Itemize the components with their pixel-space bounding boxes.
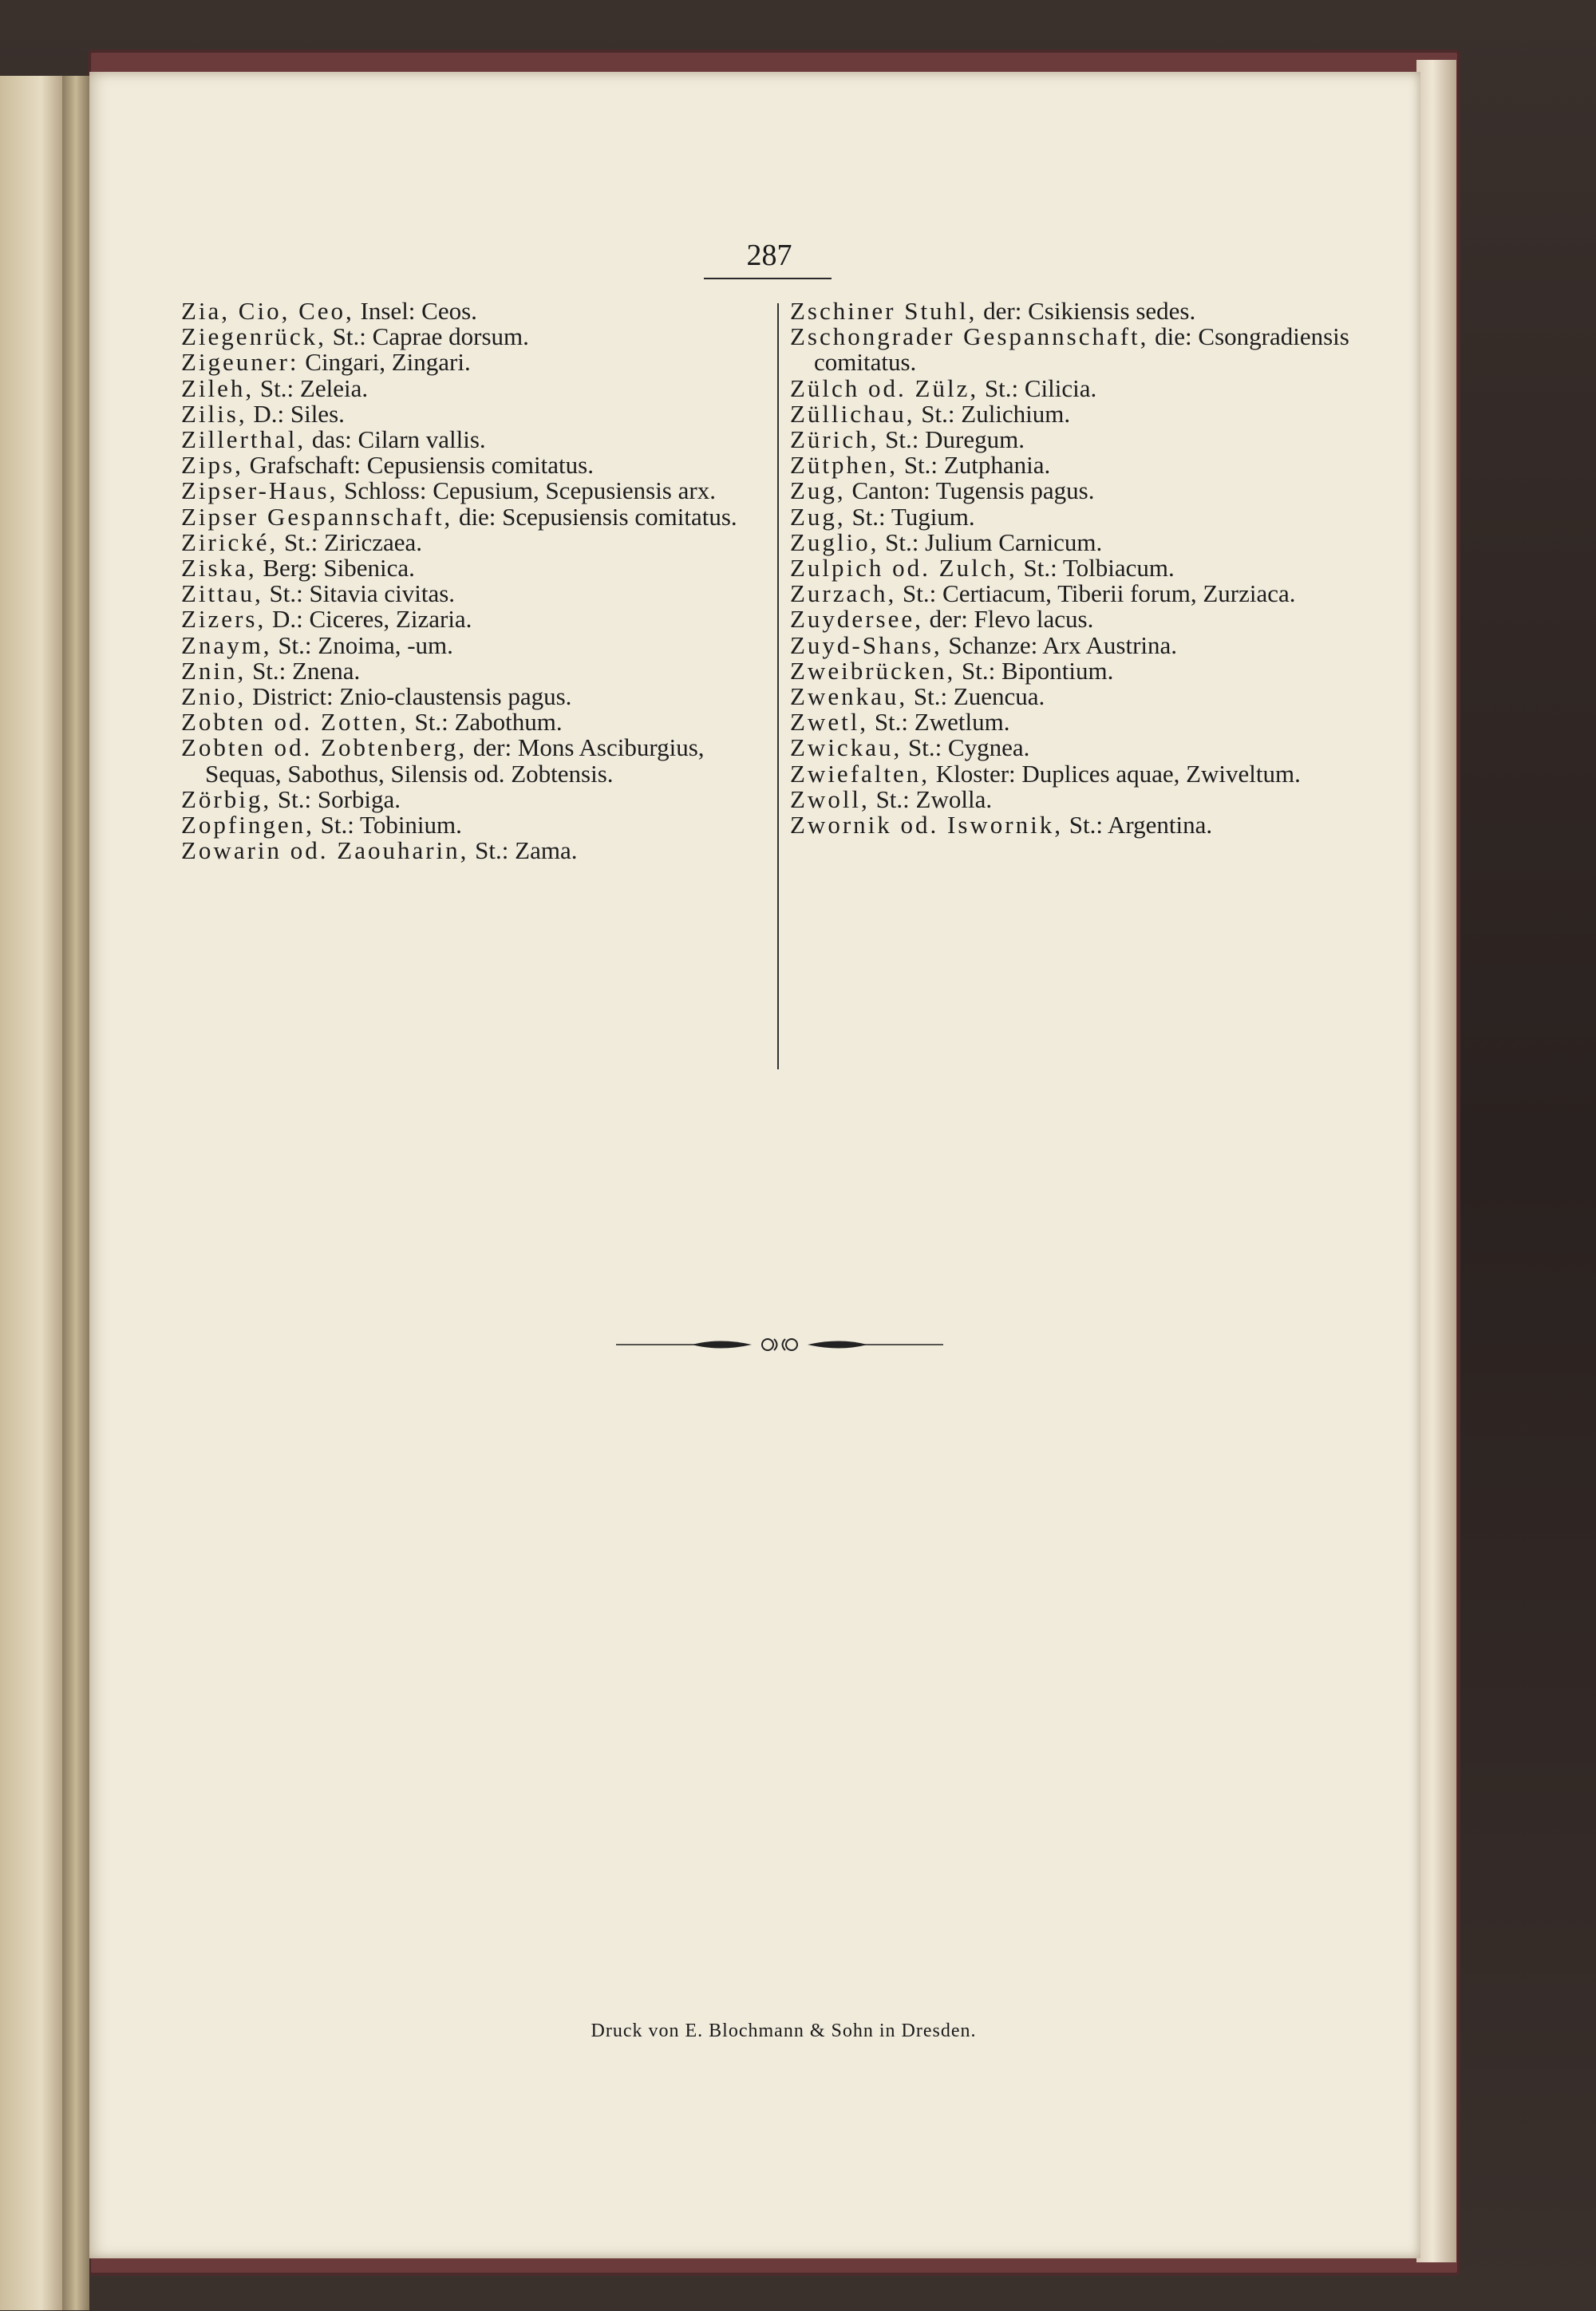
entry-translation: St.: Zwetlum. bbox=[868, 708, 1010, 737]
entry-headword: Zileh, bbox=[181, 373, 255, 402]
entry-translation: Canton: Tugensis pagus. bbox=[845, 476, 1095, 505]
page-number: 287 bbox=[746, 239, 792, 272]
printer-colophon: Druck von E. Blochmann & Sohn in Dresden. bbox=[591, 2021, 977, 2041]
index-entry bbox=[181, 581, 772, 606]
entry-headword: Zillerthal, bbox=[181, 425, 306, 454]
index-entry bbox=[790, 504, 1381, 530]
entry-headword: Zwiefalten, bbox=[790, 759, 930, 788]
entry-headword: Zütphen, bbox=[790, 451, 899, 480]
index-entry bbox=[790, 606, 1381, 632]
entry-translation: District: Znio-claustensis pagus. bbox=[246, 682, 572, 711]
index-entry bbox=[790, 709, 1381, 735]
index-entry bbox=[790, 784, 1381, 813]
index-entry bbox=[790, 527, 1381, 556]
index-entry bbox=[181, 735, 772, 786]
entry-translation: die: Scepusiensis comitatus. bbox=[452, 502, 737, 531]
index-entry bbox=[790, 684, 1381, 709]
entry-headword: Zigeuner: bbox=[181, 348, 299, 377]
column-divider bbox=[777, 303, 779, 1069]
entry-headword: Zweibrücken, bbox=[790, 656, 956, 685]
entry-translation: St.: Znoima, -um. bbox=[271, 630, 453, 659]
page-number-rule bbox=[704, 278, 832, 279]
entry-headword: Zipser-Haus, bbox=[181, 476, 338, 505]
right-column bbox=[790, 298, 1381, 838]
entry-translation: St.: Zutphania. bbox=[898, 451, 1051, 480]
entry-translation: St.: Tobinium. bbox=[314, 811, 462, 839]
entry-headword: Zizers, bbox=[181, 605, 267, 634]
index-entry bbox=[790, 427, 1381, 452]
entry-headword: Zwetl, bbox=[790, 708, 869, 737]
entry-headword: Zuglio, bbox=[790, 527, 879, 556]
index-entry bbox=[181, 298, 772, 324]
entry-headword: Züllichau, bbox=[790, 399, 915, 428]
entry-headword: Zörbig, bbox=[181, 784, 272, 813]
index-entry bbox=[790, 630, 1381, 659]
index-entry bbox=[181, 324, 772, 350]
entry-translation: St.: Sitavia civitas. bbox=[263, 579, 456, 608]
entry-translation: St.: Tolbiacum. bbox=[1017, 554, 1175, 583]
entry-headword: Zwoll, bbox=[790, 784, 870, 813]
entry-translation: St.: Zabothum. bbox=[408, 708, 563, 737]
entry-translation: St.: Julium Carnicum. bbox=[879, 527, 1103, 556]
entry-headword: Zilis, bbox=[181, 399, 247, 428]
index-entry bbox=[181, 452, 772, 478]
entry-headword: Zia, Cio, Ceo, bbox=[181, 297, 354, 325]
entry-translation: St.: Duregum. bbox=[879, 425, 1025, 454]
index-entry bbox=[790, 373, 1381, 402]
entry-translation: St.: Cygnea. bbox=[902, 733, 1030, 762]
entry-translation: D.: Ciceres, Zizaria. bbox=[266, 605, 472, 634]
entry-headword: Zowarin od. Zaouharin, bbox=[181, 836, 469, 865]
entry-headword: Znio, bbox=[181, 682, 247, 711]
index-entry bbox=[790, 478, 1381, 504]
entry-headword: Zug, bbox=[790, 502, 846, 531]
index-entry bbox=[181, 478, 772, 504]
entry-translation: St.: Bipontium. bbox=[955, 656, 1114, 685]
book-gutter bbox=[62, 76, 89, 2310]
entry-translation: D.: Siles. bbox=[247, 399, 345, 428]
entry-translation: St.: Znena. bbox=[246, 656, 361, 685]
entry-headword: Zug, bbox=[790, 476, 846, 505]
index-entry bbox=[790, 761, 1381, 787]
entry-translation: St.: Zama. bbox=[468, 836, 578, 865]
entry-translation: der: Mons Asciburgius, Sequas, Sabothus, Silensis od. Zobtensis. bbox=[205, 733, 705, 788]
index-entry bbox=[181, 606, 772, 632]
entry-translation: Grafschaft: Cepusiensis comitatus. bbox=[243, 451, 594, 480]
book-page bbox=[89, 72, 1420, 2258]
index-entry bbox=[790, 555, 1381, 581]
entry-headword: Zurzach, bbox=[790, 579, 897, 608]
entry-headword: Zwickau, bbox=[790, 733, 903, 762]
index-entry bbox=[790, 658, 1381, 684]
entry-translation: St.: Zuencua. bbox=[907, 682, 1045, 711]
entry-translation: der: Csikiensis sedes. bbox=[977, 297, 1196, 325]
index-entry bbox=[790, 298, 1381, 324]
index-entry bbox=[181, 812, 772, 838]
index-entry bbox=[181, 527, 772, 556]
entry-translation: St.: Ziriczaea. bbox=[278, 527, 423, 556]
entry-translation: Schloss: Cepusium, Scepusiensis arx. bbox=[338, 476, 716, 505]
entry-headword: Zschiner Stuhl, bbox=[790, 297, 978, 325]
end-ornament bbox=[616, 1333, 943, 1357]
entry-translation: St.: Cilicia. bbox=[978, 373, 1097, 402]
entry-translation: St.: Tugium. bbox=[845, 502, 975, 531]
index-entry bbox=[181, 401, 772, 427]
index-entry bbox=[181, 350, 772, 375]
entry-headword: Ziska, bbox=[181, 554, 257, 583]
entry-headword: Zittau, bbox=[181, 579, 263, 608]
entry-headword: Zobten od. Zotten, bbox=[181, 708, 409, 737]
index-entry bbox=[181, 373, 772, 402]
entry-translation: Insel: Ceos. bbox=[354, 297, 477, 325]
index-entry bbox=[790, 324, 1381, 375]
index-entry bbox=[181, 709, 772, 735]
facing-page-edge bbox=[0, 76, 69, 2310]
entry-headword: Znaym, bbox=[181, 630, 272, 659]
entry-headword: Zürich, bbox=[790, 425, 879, 454]
entry-headword: Znin, bbox=[181, 656, 247, 685]
entry-headword: Zirické, bbox=[181, 527, 279, 556]
entry-translation: St.: Zwolla. bbox=[869, 784, 993, 813]
entry-translation: Cingari, Zingari. bbox=[298, 348, 471, 377]
index-entry bbox=[790, 812, 1381, 838]
entry-translation: St.: Zulichium. bbox=[915, 399, 1071, 428]
entry-translation: der: Flevo lacus. bbox=[922, 605, 1094, 634]
entry-headword: Zwenkau, bbox=[790, 682, 908, 711]
index-entry bbox=[790, 452, 1381, 478]
entry-translation: St.: Zeleia. bbox=[254, 373, 369, 402]
entry-headword: Ziegenrück, bbox=[181, 322, 326, 351]
left-column bbox=[181, 298, 772, 863]
entry-headword: Zulpich od. Zulch, bbox=[790, 554, 1017, 583]
entry-headword: Zobten od. Zobtenberg, bbox=[181, 733, 468, 762]
index-entry bbox=[181, 504, 772, 530]
index-entry bbox=[181, 838, 772, 863]
entry-translation: St.: Sorbiga. bbox=[271, 784, 401, 813]
entry-headword: Zips, bbox=[181, 451, 243, 480]
entry-headword: Zschongrader Gespannschaft, bbox=[790, 322, 1149, 351]
index-entry bbox=[181, 684, 772, 709]
entry-translation: Berg: Sibenica. bbox=[256, 554, 415, 583]
entry-headword: Zopfingen, bbox=[181, 811, 314, 839]
index-entry bbox=[181, 555, 772, 581]
index-entry bbox=[790, 735, 1381, 760]
entry-translation: Kloster: Duplices aquae, Zwiveltum. bbox=[930, 759, 1301, 788]
index-entry bbox=[181, 427, 772, 452]
index-entry bbox=[181, 784, 772, 813]
entry-translation: St.: Certiacum, Tiberii forum, Zurziaca. bbox=[896, 579, 1296, 608]
entry-headword: Zülch od. Zülz, bbox=[790, 373, 979, 402]
entry-translation: St.: Argentina. bbox=[1062, 811, 1213, 839]
entry-translation: St.: Caprae dorsum. bbox=[326, 322, 529, 351]
index-entry bbox=[181, 630, 772, 659]
entry-translation: das: Cilarn vallis. bbox=[306, 425, 486, 454]
entry-headword: Zuyd-Shans, bbox=[790, 630, 942, 659]
entry-headword: Zipser Gespannschaft, bbox=[181, 502, 453, 531]
index-entry bbox=[181, 658, 772, 684]
index-entry bbox=[790, 581, 1381, 606]
index-entry bbox=[790, 401, 1381, 427]
entry-headword: Zuydersee, bbox=[790, 605, 923, 634]
entry-headword: Zwornik od. Iswornik, bbox=[790, 811, 1063, 839]
entry-translation: die: Csongradiensis comitatus. bbox=[814, 322, 1349, 377]
page-edges bbox=[1416, 60, 1456, 2262]
entry-translation: Schanze: Arx Austrina. bbox=[942, 630, 1178, 659]
